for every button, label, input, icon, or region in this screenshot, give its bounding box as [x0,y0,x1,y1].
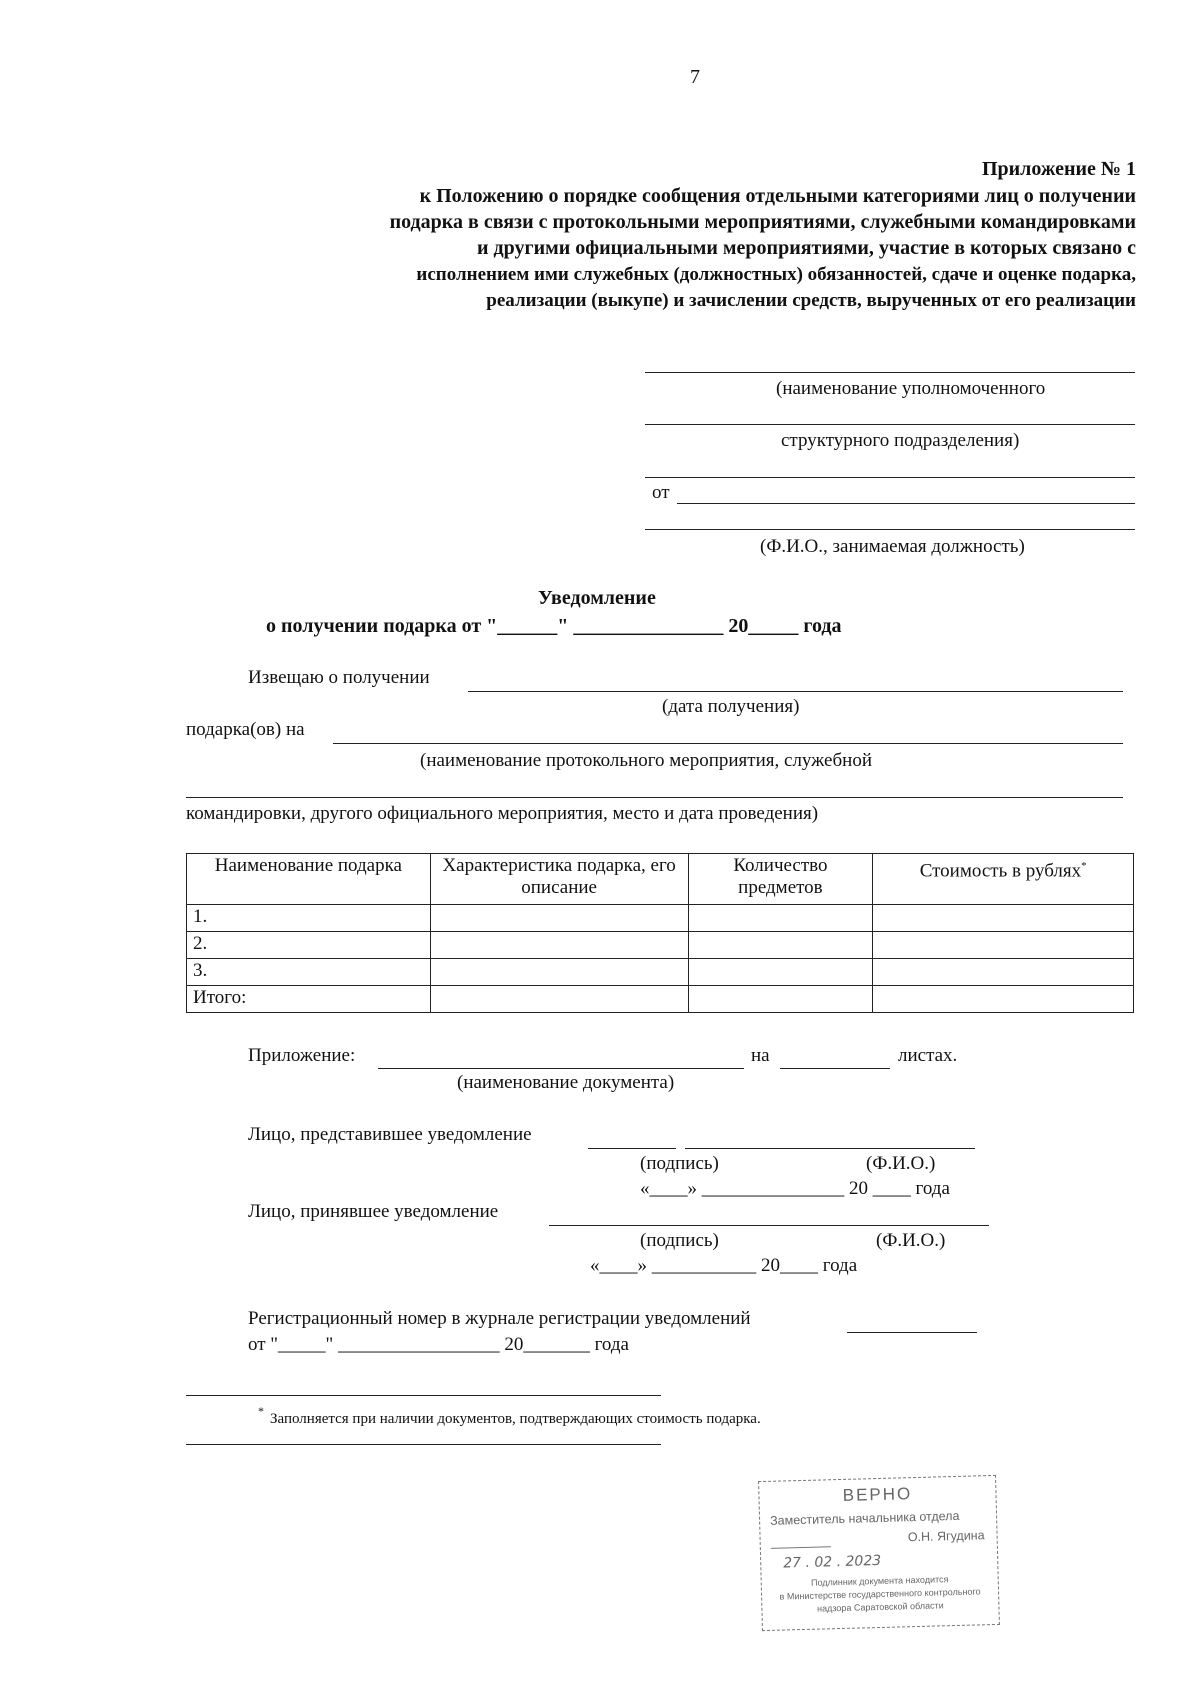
appendix-title: Приложение № 1 [981,158,1136,180]
total-label: Итого: [187,986,431,1013]
column-header: Характеристика подарка, его описание [430,854,688,905]
appendix-line: исполнением ими служебных (должностных) обязанностей, сдаче и оценке подарка, [416,264,1136,285]
page-number: 7 [690,66,700,88]
date-caption: (дата получения) [662,696,800,717]
notice-subtitle: о получении подарка от "______" _______________ 20_____ года [266,615,842,637]
row-number: 3. [187,959,431,986]
column-header: Количество предметов [688,854,873,905]
stamp-title: ВЕРНО [842,1484,913,1505]
submitter-label: Лицо, представившее уведомление [248,1124,532,1145]
receiver-label: Лицо, принявшее уведомление [248,1201,499,1222]
inform-label: Извещаю о получении [248,667,430,688]
stamp-name: О.Н. Ягудина [907,1528,985,1545]
addressee-line [645,477,1135,478]
stamp-signature [770,1532,830,1549]
submitter-date: «____» _______________ 20 ____ года [640,1178,950,1199]
notice-title: Уведомление [538,587,656,609]
from-label: от [652,482,670,503]
addressee-line [645,424,1135,425]
event-caption: (наименование протокольного мероприятия, служебной [420,750,872,771]
event-caption: командировки, другого официального мероприятия, место и дата проведения) [186,803,819,824]
sign-caption: (подпись) [640,1230,719,1251]
sheets-line [780,1068,890,1069]
attachment-on-label: на [751,1045,770,1066]
footnote-separator [186,1395,661,1396]
appendix-line: реализации (выкупе) и зачислении средств, вырученных от его реализации [486,290,1136,311]
certification-stamp [758,1475,1000,1631]
appendix-line: к Положению о порядке сообщения отдельными категориями лиц о получении [419,185,1136,207]
stamp-date: 27 . 02 . 2023 [783,1552,882,1572]
addressee-caption: (наименование уполномоченного [776,378,1046,399]
fio-caption: (Ф.И.О.) [876,1230,946,1251]
addressee-caption: (Ф.И.О., занимаемая должность) [760,536,1025,557]
addressee-caption: структурного подразделения) [781,430,1020,451]
addressee-line [645,529,1135,530]
submitter-fio-line [685,1148,975,1149]
appendix-line: и другими официальными мероприятиями, участие в которых связано с [477,237,1136,259]
table-row [187,959,1134,986]
attachment-caption: (наименование документа) [457,1072,675,1093]
registration-label: Регистрационный номер в журнале регистрации уведомлений [248,1308,751,1329]
gifts-label: подарка(ов) на [186,719,305,740]
footnote-mark: * [258,1404,264,1418]
sign-caption: (подпись) [640,1153,719,1174]
stamp-position: Заместитель начальника отдела [769,1508,960,1528]
sheets-label: листах. [898,1045,958,1066]
appendix-line: подарка в связи с протокольными мероприятиями, служебными командировками [389,211,1136,233]
footnote-separator [186,1444,661,1445]
table-header-row [187,854,1134,905]
receiver-date: «____» ___________ 20____ года [590,1255,858,1276]
stamp-signature-row [770,1528,984,1549]
stamp-note: Подлинник документа находится в Министерстве государственного контрольного надзора Саратовской области [779,1574,981,1614]
attachment-label: Приложение: [248,1045,356,1066]
table-row [187,905,1134,932]
receiver-line [549,1225,989,1226]
row-number: 1. [187,905,431,932]
submitter-sign-line [588,1148,676,1149]
row-number: 2. [187,932,431,959]
registration-date: от "_____" _________________ 20_______ года [248,1334,629,1355]
table-row [187,932,1134,959]
event-line [333,743,1123,744]
attachment-line [378,1068,744,1069]
column-header: Стоимость в рублях* [873,854,1134,905]
from-line [677,503,1135,504]
table-row [187,986,1134,1013]
column-header: Наименование подарка [187,854,431,905]
footnote-text: Заполняется при наличии документов, подтверждающих стоимость подарка. [270,1411,761,1427]
event-line [186,797,1123,798]
fio-caption: (Ф.И.О.) [866,1153,936,1174]
date-received-line [468,691,1123,692]
addressee-line [645,372,1135,373]
registration-line [847,1332,977,1333]
gifts-table [186,853,1134,1013]
